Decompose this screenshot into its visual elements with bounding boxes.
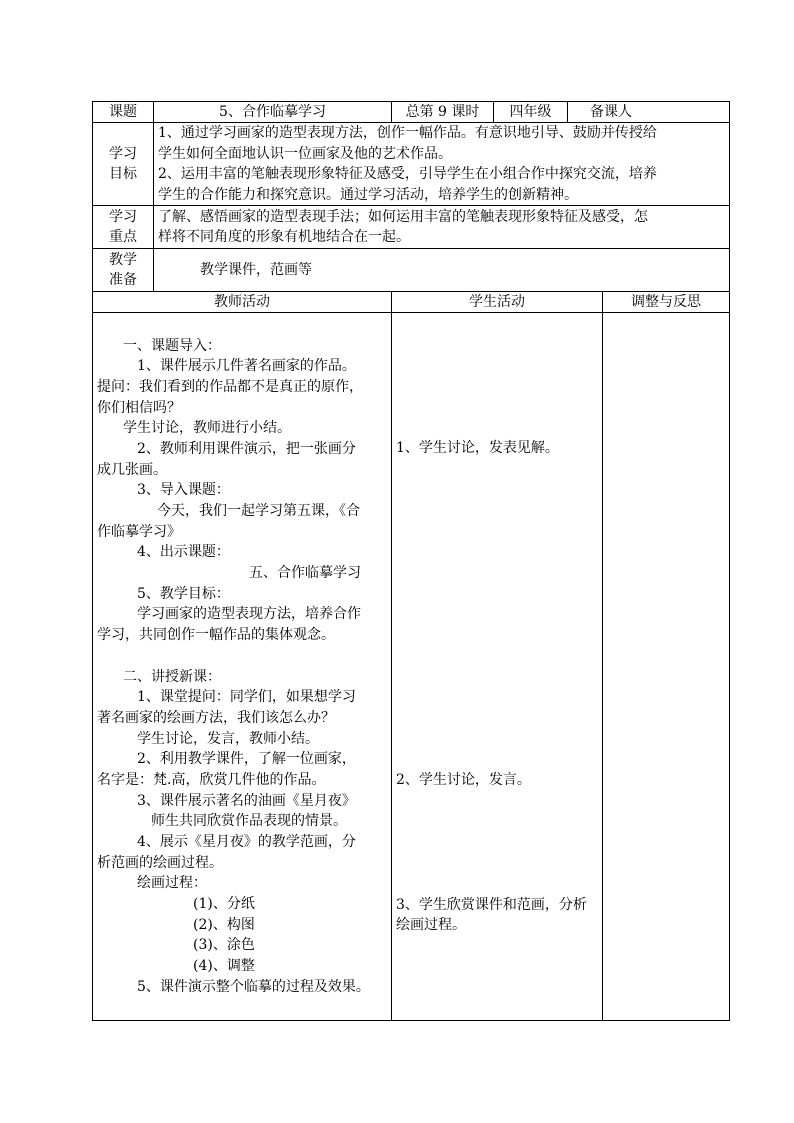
teacher-line: 学习画家的造型表现方法，培养合作: [137, 606, 361, 623]
goals-content: [154, 123, 730, 206]
teacher-line: 1、课件展示几件著名画家的作品。: [137, 358, 356, 375]
teacher-line: (2)、构图: [193, 916, 255, 933]
teacher-line: 五、合作临摹学习: [249, 565, 361, 582]
preparer-label: 备课人: [590, 104, 632, 120]
teacher-line: 4、出示课题：: [137, 544, 230, 561]
teacher-line: 名字是：梵.高，欣赏几件他的作品。: [97, 771, 326, 788]
teacher-line: 提问：我们看到的作品都不是真正的原作，: [97, 378, 363, 395]
teacher-line: (3)、涂色: [193, 937, 255, 954]
blank-line: [97, 646, 387, 667]
lesson-plan-table: [92, 101, 730, 1021]
teacher-line: 学生讨论，发言，教师小结。: [137, 730, 319, 747]
period-cell: 总第 9 课时: [392, 102, 494, 123]
goals-label-1: 学习: [109, 146, 137, 162]
goals-line-2: 学生如何全面地认识一位画家及他的艺术作品。: [158, 145, 452, 162]
teacher-line: 作临摹学习》: [97, 523, 181, 540]
goals-label-cell: [93, 123, 154, 206]
column-header-row: [93, 292, 730, 313]
teacher-line: (1)、分纸: [193, 896, 255, 913]
teacher-line: 2、利用教学课件，了解一位画家，: [137, 751, 356, 768]
teacher-line: 一、课题导入：: [123, 337, 221, 354]
teacher-line: 著名画家的绘画方法，我们该怎么办？: [97, 709, 335, 726]
teacher-line: 5、教学目标：: [137, 585, 230, 602]
teacher-line: 学习，共同创作一幅作品的集体观念。: [97, 627, 335, 644]
grade-cell: 四年级: [494, 102, 568, 123]
key-points-line-1: 了解、感悟画家的造型表现手法；如何运用丰富的笔触表现形象特征及感受，怎: [158, 208, 648, 225]
teacher-line: (4)、调整: [193, 958, 255, 975]
student-line: 绘画过程。: [396, 917, 466, 934]
teacher-line: 3、课件展示著名的油画《星月夜》: [137, 792, 356, 809]
teacher-line: 今天，我们一起学习第五课，《合: [157, 503, 360, 519]
preparation-label-cell: [93, 249, 154, 292]
key-points-content: [154, 206, 730, 249]
goals-line-1: 1、通过学习画家的造型表现方法，创作一幅作品。有意识地引导、鼓励并传授给: [158, 125, 657, 141]
teacher-line: 学生讨论，教师进行小结。: [123, 420, 291, 437]
key-points-line-2: 样将不同角度的形象有机地结合在一起。: [158, 229, 410, 245]
teacher-line: 师生共同欣赏作品表现的情景。: [151, 813, 347, 830]
header-row: [93, 102, 730, 123]
preparation-label-2: 准备: [109, 272, 137, 288]
preparation-value: 教学课件，范画等: [200, 262, 312, 278]
teacher-activities: [93, 313, 392, 1021]
teacher-column-header: 教师活动: [93, 292, 392, 313]
activity-body-row: [93, 313, 730, 1021]
teacher-line: 4、展示《星月夜》的教学范画，分: [137, 834, 356, 850]
teacher-line: 成几张画。: [97, 461, 167, 478]
teacher-line: 1、课堂提问：同学们，如果想学习: [137, 689, 356, 706]
goals-line-4: 学生的合作能力和探究意识。通过学习活动，培养学生的创新精神。: [158, 186, 578, 203]
student-column-header: 学生活动: [392, 292, 603, 313]
topic-label: 课题: [93, 102, 154, 123]
preparation-content: [154, 249, 730, 292]
reflection-cell: [603, 313, 730, 1021]
reflection-column-header: 调整与反思: [603, 292, 730, 313]
topic-value: 5、合作临摹学习: [154, 102, 392, 123]
teacher-line: 二、讲授新课：: [123, 668, 221, 685]
teacher-line: 5、课件演示整个临摹的过程及效果。: [137, 978, 370, 995]
key-points-label-1: 学习: [109, 209, 137, 225]
student-line: 3、学生欣赏课件和范画，分析: [396, 896, 587, 913]
student-activities: [392, 313, 603, 1021]
teacher-line: 析范画的绘画过程。: [97, 854, 223, 871]
preparation-label-1: 教学: [109, 252, 137, 268]
key-points-row: [93, 206, 730, 249]
teacher-line: 你们相信吗？: [97, 399, 181, 416]
student-line: 1、学生讨论，发表见解。: [396, 440, 559, 457]
student-line: 2、学生讨论，发言。: [396, 771, 531, 788]
goals-row: [93, 123, 730, 206]
preparation-row: [93, 249, 730, 292]
teacher-line: 3、导入课题：: [137, 482, 230, 499]
goals-line-3: 2、运用丰富的笔触表现形象特征及感受，引导学生在小组合作中探究交流，培养: [158, 166, 657, 182]
key-points-label-cell: [93, 206, 154, 249]
key-points-label-2: 重点: [109, 229, 137, 245]
goals-label-2: 目标: [109, 166, 137, 182]
preparer-cell: [568, 102, 730, 123]
teacher-line: 绘画过程：: [137, 875, 207, 892]
teacher-line: 2、教师利用课件演示，把一张画分: [137, 440, 356, 457]
